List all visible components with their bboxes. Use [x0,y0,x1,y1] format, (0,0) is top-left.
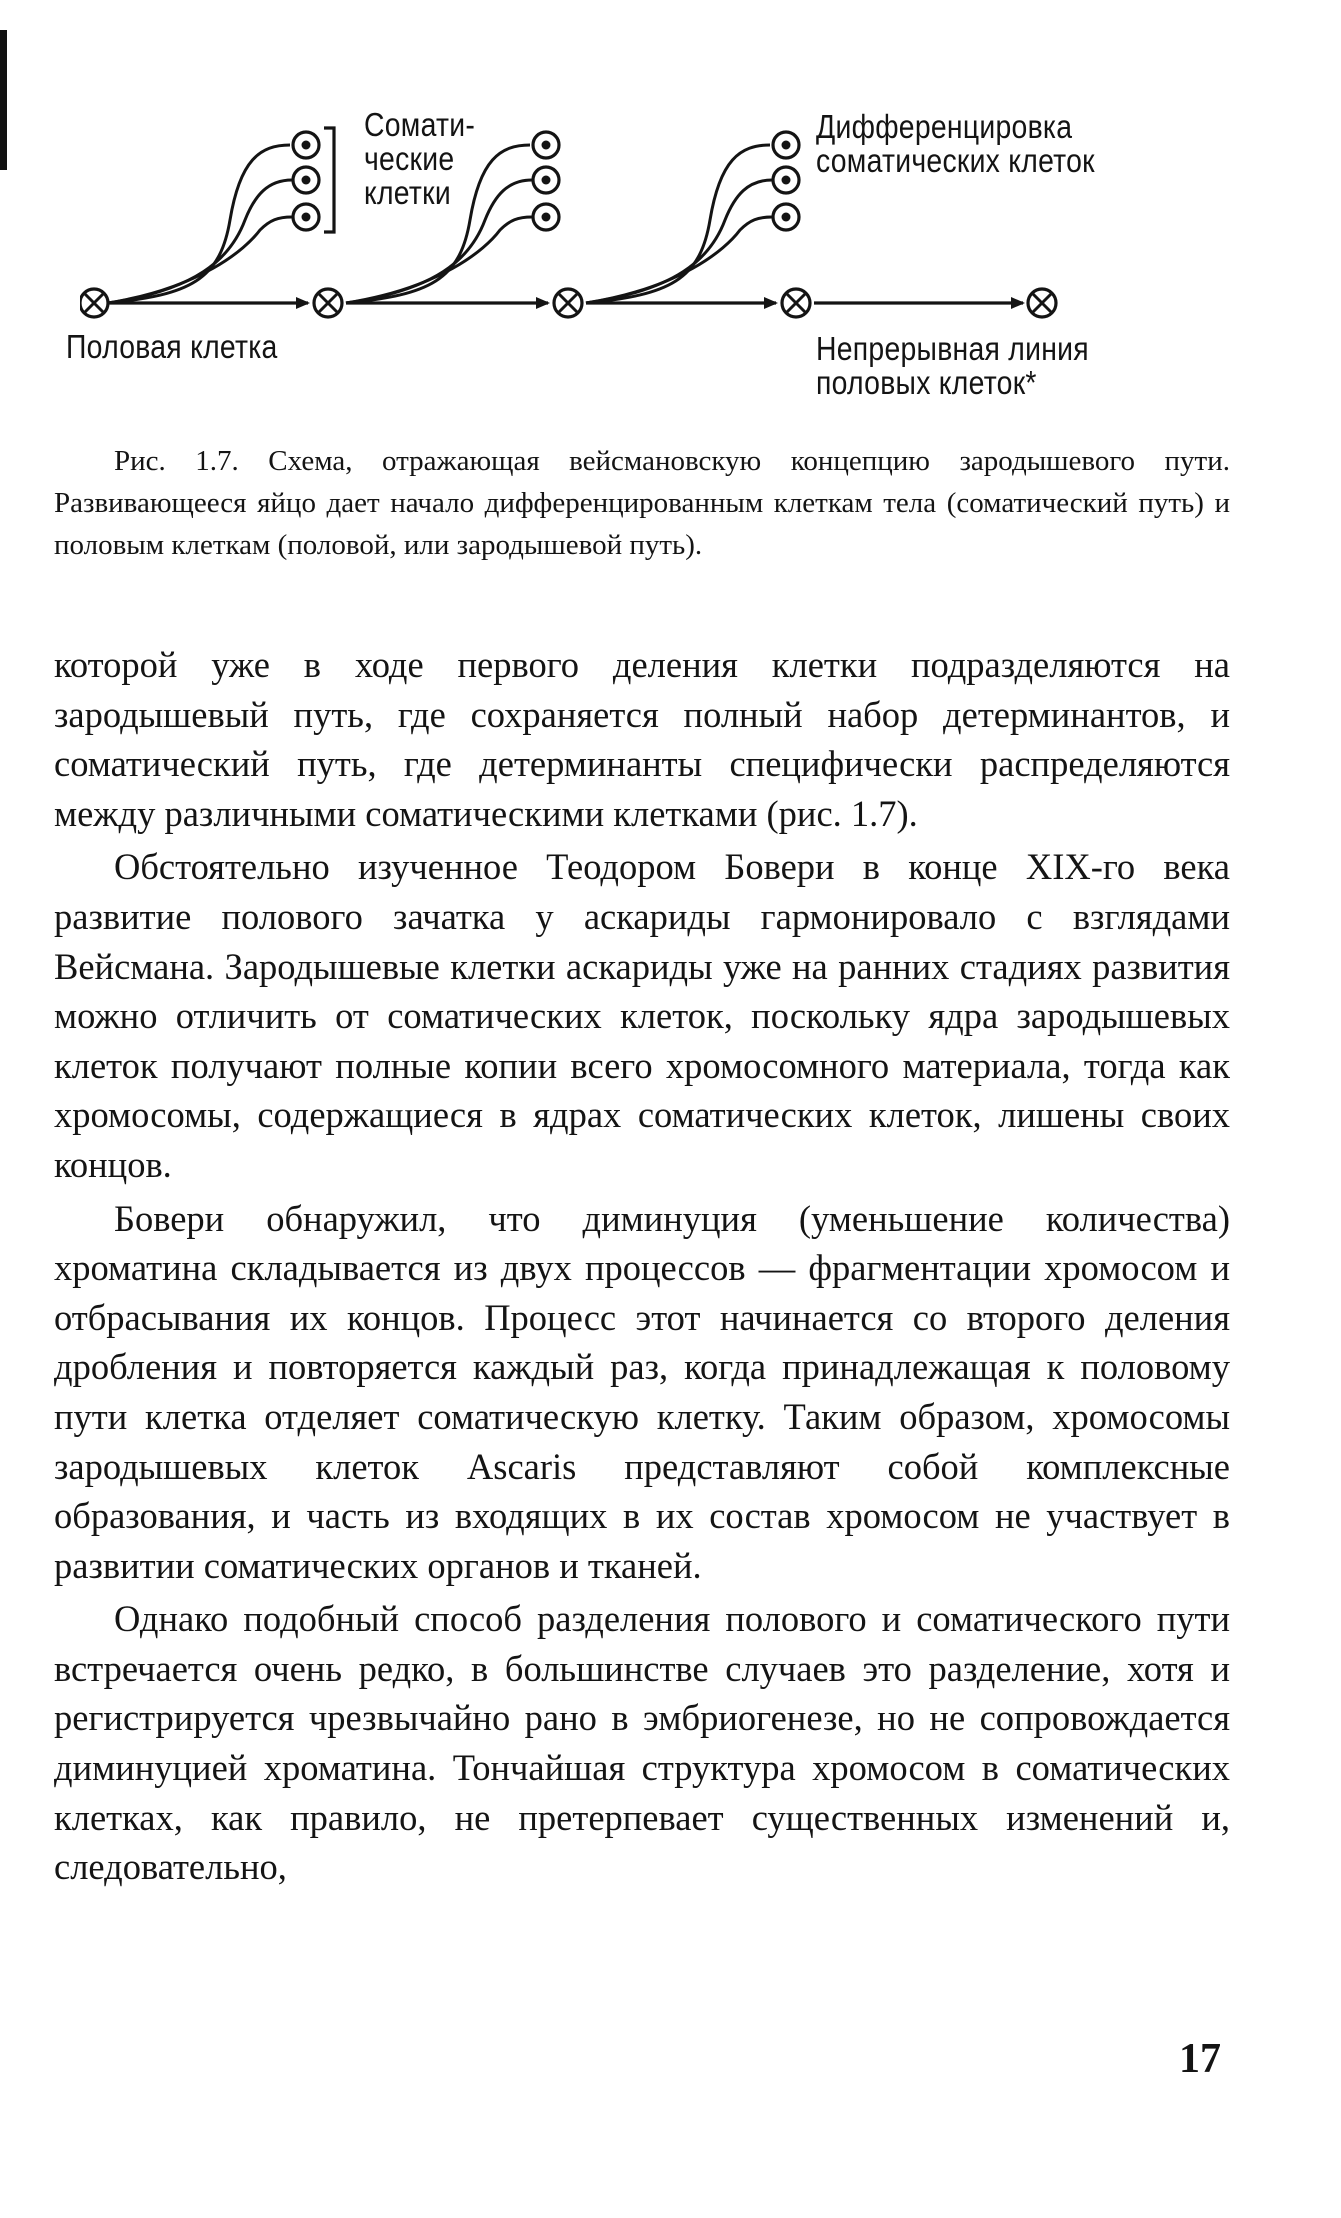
label-continuous-germ-line: Непрерывная линия половых клеток* [816,330,1089,401]
label-germ-cell: Половая клетка [66,328,278,365]
germ-plasm-diagram [66,106,1240,420]
caption-label: Рис. 1.7. [114,445,239,477]
body-text [54,640,1230,1892]
somatic-bracket [324,128,334,232]
paragraph: Однако подобный способ разделения полового и соматического пути встречается очень редко, в большинстве случаев это разделение, хотя и регистрируется чрезвычайно рано в эмбриогенезе, но не сопровождается диминуцией хроматина. Тончайшая структура хромосом в соматических клетках, как правило, не претерпевает существенных изменений и, следовательно, [54,1598,1230,1888]
caption-text: Схема, отражающая вейсмановскую концепцию зародышевого пути. Развивающееся яйцо дает начало дифференцированным клеткам тела (соматический путь) и половым клеткам (половой, или зародышевой путь). [54,445,1231,561]
page-number: 17 [1179,2036,1221,2082]
paragraph: которой уже в ходе первого деления клетки подразделяются на зародышевый путь, где сохраняется полный набор детерминантов, и соматический путь, где детерминанты специфически распределяются между различными соматическими клетками (рис. 1.7). [54,644,1230,834]
paragraph: Обстоятельно изученное Теодором Бовери в конце XIX-го века развитие полового зачатка у аскариды гармонировало с взглядами Вейсмана. Зародышевые клетки аскариды уже на ранних стадиях развития можно отличить от соматических клеток, поскольку ядра зародышевых клеток получают полные копии всего хромосомного материала, тогда как хромосомы, содержащиеся в ядрах соматических клеток, лишены своих концов. [54,846,1230,1185]
figure-caption [54,440,1230,566]
label-differentiation: Дифференцировка соматических клеток [816,108,1095,179]
paragraph: Бовери обнаружил, что диминуция (уменьшение количества) хроматина складывается из двух процессов — фрагментации хромосом и отбрасывания их концов. Процесс этот начинается со второго деления дробления и повторяется каждый раз, когда принадлежащая к половому пути клетка отделяет соматическую клетку. Таким образом, хромосомы зародышевых клеток Ascaris представляют собой комплексные образования, и часть из входящих в их состав хромосом не участвует в развитии соматических органов и тканей. [54,1197,1230,1586]
label-somatic-cells: Сомати- ческие клетки [364,106,476,211]
page-edge-bar [0,30,7,170]
